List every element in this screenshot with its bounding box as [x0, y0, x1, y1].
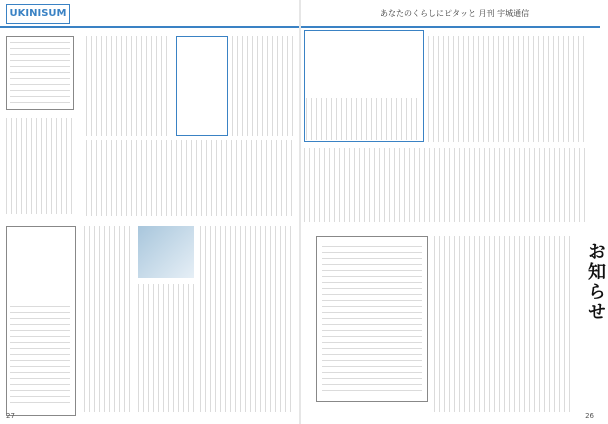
bottom-left-text — [84, 226, 134, 412]
bottom-right-text — [200, 226, 294, 412]
left-middle-text — [86, 36, 170, 136]
bottom-center-text — [138, 284, 194, 412]
page-number-right: 26 — [585, 412, 594, 420]
magazine-logo: UKINISUM — [6, 4, 70, 24]
left-column-text — [6, 118, 74, 214]
office-hours-text — [322, 246, 422, 396]
notice-heading: お知らせ — [585, 242, 606, 322]
left-mid-block — [86, 140, 294, 216]
calendar-text — [10, 42, 70, 104]
right-middle-text — [304, 148, 588, 222]
page-gutter — [299, 0, 301, 424]
running-head: あなたのくらしにピタッと 月刊 宇城通信 — [380, 9, 530, 18]
left-info-frame — [176, 36, 228, 136]
left-right-text — [232, 36, 294, 136]
page-number-left: 27 — [6, 412, 15, 420]
bird-photo — [138, 226, 194, 278]
notice-text — [434, 236, 574, 412]
flower-text — [10, 306, 70, 406]
right-top-text — [428, 36, 588, 142]
census-text — [306, 98, 420, 140]
